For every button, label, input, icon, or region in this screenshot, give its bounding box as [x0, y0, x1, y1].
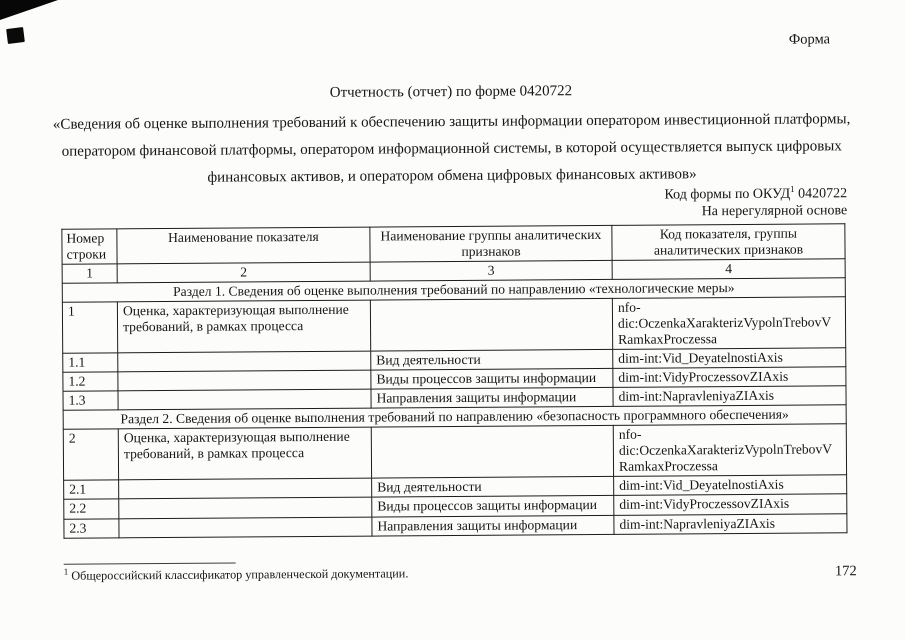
page-number: 172: [834, 563, 857, 580]
indicator-cell: Оценка, характеризующая выполнение требований, в рамках процесса: [118, 427, 371, 480]
header-row-number: Номер строки: [62, 229, 117, 264]
code-cell: dim-int:VidyProczessovZIAxis: [614, 494, 847, 515]
okud-value: 0420722: [798, 186, 848, 202]
indicator-cell: [119, 498, 372, 519]
indicator-cell: [119, 517, 372, 538]
row-number-cell: 1.3: [63, 391, 118, 410]
okud-footnote-mark: 1: [790, 183, 795, 194]
code-cell: dim-int:Vid_DeyatelnostiAxis: [613, 348, 846, 369]
row-number-cell: 2.3: [64, 518, 119, 537]
section-title: Раздел 1. Сведения об оценке выполнения требований по направлению «технологические меры»: [62, 278, 845, 302]
table-row: [62, 297, 845, 354]
column-number: 4: [612, 259, 845, 280]
indicator-cell: [118, 389, 371, 410]
code-cell: nfo-dic:OczenkaXarakterizVypolnTrebovVRamkaxProczessa: [612, 297, 845, 350]
reporting-basis: На нерегулярной основе: [701, 203, 848, 220]
group-cell: Вид деятельности: [371, 350, 613, 371]
group-cell: Направления защиты информации: [372, 515, 614, 536]
okud-prefix: Код формы по ОКУД: [664, 186, 791, 203]
footnote-text: Общероссийский классификатор управленческой документации.: [71, 566, 409, 583]
form-label: Форма: [788, 31, 831, 48]
row-number-cell: 1.2: [63, 372, 118, 391]
row-number-cell: 2.2: [64, 499, 119, 518]
report-title: Отчетность (отчет) по форме 0420722: [329, 83, 573, 101]
footnote-mark: 1: [63, 566, 69, 577]
header-indicator-name: Наименование показателя: [117, 227, 370, 264]
okud-code-line: [664, 183, 848, 203]
indicator-cell: [118, 351, 371, 372]
group-cell: Виды процессов защиты информации: [371, 369, 613, 390]
group-cell: [371, 426, 613, 479]
table-row: [63, 424, 846, 481]
footnote-separator: [64, 563, 236, 565]
group-cell: Направления защиты информации: [371, 388, 613, 409]
report-table: [61, 223, 847, 538]
row-number-cell: 2: [63, 429, 118, 480]
code-cell: dim-int:Vid_DeyatelnostiAxis: [614, 475, 847, 496]
column-number: 1: [62, 264, 117, 283]
column-number: 2: [117, 262, 370, 283]
table-row: [64, 513, 847, 537]
row-number-cell: 1: [62, 302, 117, 353]
header-indicator-code: Код показателя, группы аналитических признаков: [612, 224, 845, 261]
footnote: [64, 566, 409, 583]
code-cell: dim-int:VidyProczessovZIAxis: [613, 367, 846, 388]
group-cell: Виды процессов защиты информации: [372, 496, 614, 517]
row-number-cell: 2.1: [64, 480, 119, 499]
group-cell: [370, 299, 612, 352]
column-number: 3: [370, 260, 612, 281]
code-cell: dim-int:NapravleniyaZIAxis: [614, 513, 847, 534]
report-subtitle: «Сведения об оценке выполнения требований к обеспечению защиты информации оператором инвестиционной платформы, оператором финансовой платформы, оператором информационной системы, в которой осуществляется выпуск цифровых финансовых активов, и оператором обмена цифровых финансовых активов»: [52, 111, 851, 186]
row-number-cell: 1.1: [63, 353, 118, 372]
code-cell: dim-int:NapravleniyaZIAxis: [613, 386, 846, 407]
code-cell: nfo-dic:OczenkaXarakterizVypolnTrebovVRamkaxProczessa: [613, 424, 846, 477]
table-header-row: [62, 224, 845, 265]
group-cell: Вид деятельности: [372, 477, 614, 498]
indicator-cell: [118, 370, 371, 391]
indicator-cell: Оценка, характеризующая выполнение требований, в рамках процесса: [117, 300, 370, 353]
section-title: Раздел 2. Сведения об оценке выполнения требований по направлению «безопасность программного обеспечения»: [63, 405, 846, 429]
header-analytic-group-name: Наименование группы аналитических признаков: [370, 225, 612, 262]
indicator-cell: [119, 479, 372, 500]
